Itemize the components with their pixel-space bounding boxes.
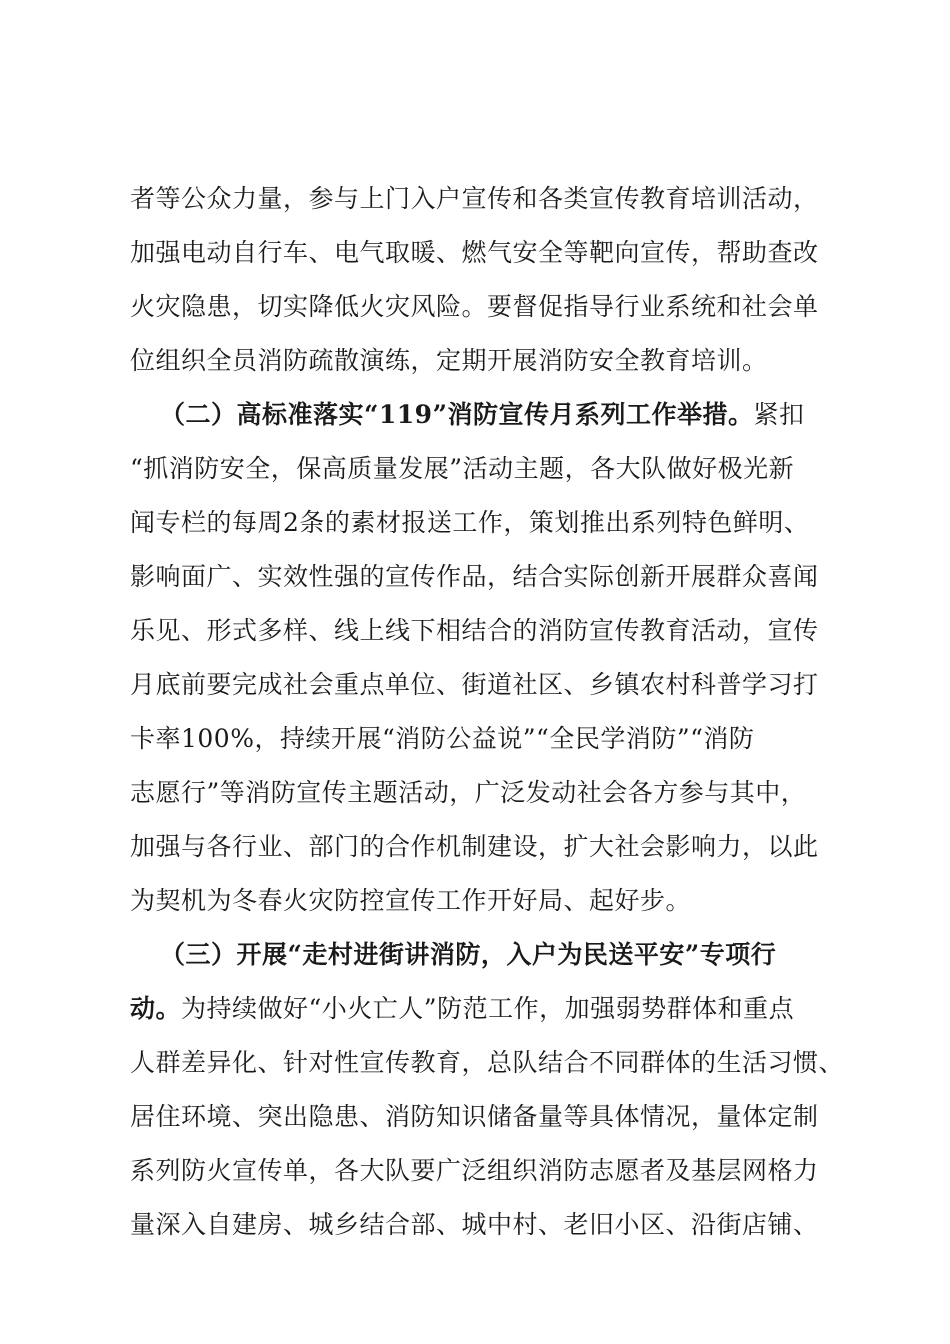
body-text-line: 志愿行”等消防宣传主题活动，广泛发动社会各方参与其中， xyxy=(130,778,807,807)
section-heading-3-line xyxy=(130,994,794,1024)
section-heading-3-end: 动。 xyxy=(130,994,182,1023)
body-text-line: 加强电动自行车、电气取暖、燃气安全等靶向宣传，帮助查改 xyxy=(130,238,819,267)
body-text-inline: 为持续做好“小火亡人”防范工作，加强弱势群体和重点 xyxy=(181,994,795,1023)
body-text-line: 加强与各行业、部门的合作机制建设，扩大社会影响力，以此 xyxy=(130,832,819,861)
body-text-line: 者等公众力量，参与上门入户宣传和各类宣传教育培训活动， xyxy=(130,184,819,213)
body-text-line: 系列防火宣传单，各大队要广泛组织消防志愿者及基层网格力 xyxy=(130,1156,819,1185)
body-text-line: 人群差异化、针对性宣传教育，总队结合不同群体的生活习惯、 xyxy=(130,1048,845,1077)
body-text-line: 影响面广、实效性强的宣传作品，结合实际创新开展群众喜闻 xyxy=(130,562,819,591)
body-text-line: 卡率100%，持续开展“消防公益说”“全民学消防”“消防 xyxy=(130,724,755,753)
section-heading-3: （三）开展“走村进街讲消防，入户为民送平安”专项行 xyxy=(160,940,777,969)
body-text-line: 量深入自建房、城乡结合部、城中村、老旧小区、沿街店铺、 xyxy=(130,1210,819,1239)
body-text-line: 位组织全员消防疏散演练，定期开展消防安全教育培训。 xyxy=(130,346,768,375)
body-text-line: 月底前要完成社会重点单位、街道社区、乡镇农村科普学习打 xyxy=(130,670,819,699)
body-text-line: 闻专栏的每周2条的素材报送工作，策划推出系列特色鲜明、 xyxy=(130,508,810,537)
section-heading-2: （二）高标准落实“119”消防宣传月系列工作举措。 xyxy=(160,400,754,429)
body-text-line: 为契机为冬春火灾防控宣传工作开好局、起好步。 xyxy=(130,886,692,915)
body-text-line: “抓消防安全，保高质量发展”活动主题，各大队做好极光新 xyxy=(130,454,795,483)
section-heading-2-line xyxy=(160,400,804,430)
body-text-line: 火灾隐患，切实降低火灾风险。要督促指导行业系统和社会单 xyxy=(130,292,819,321)
body-text-line: 居住环境、突出隐患、消防知识储备量等具体情况，量体定制 xyxy=(130,1102,819,1131)
body-text-inline: 紧扣 xyxy=(753,400,805,429)
body-text-line: 乐见、形式多样、线上线下相结合的消防宣传教育活动，宣传 xyxy=(130,616,819,645)
